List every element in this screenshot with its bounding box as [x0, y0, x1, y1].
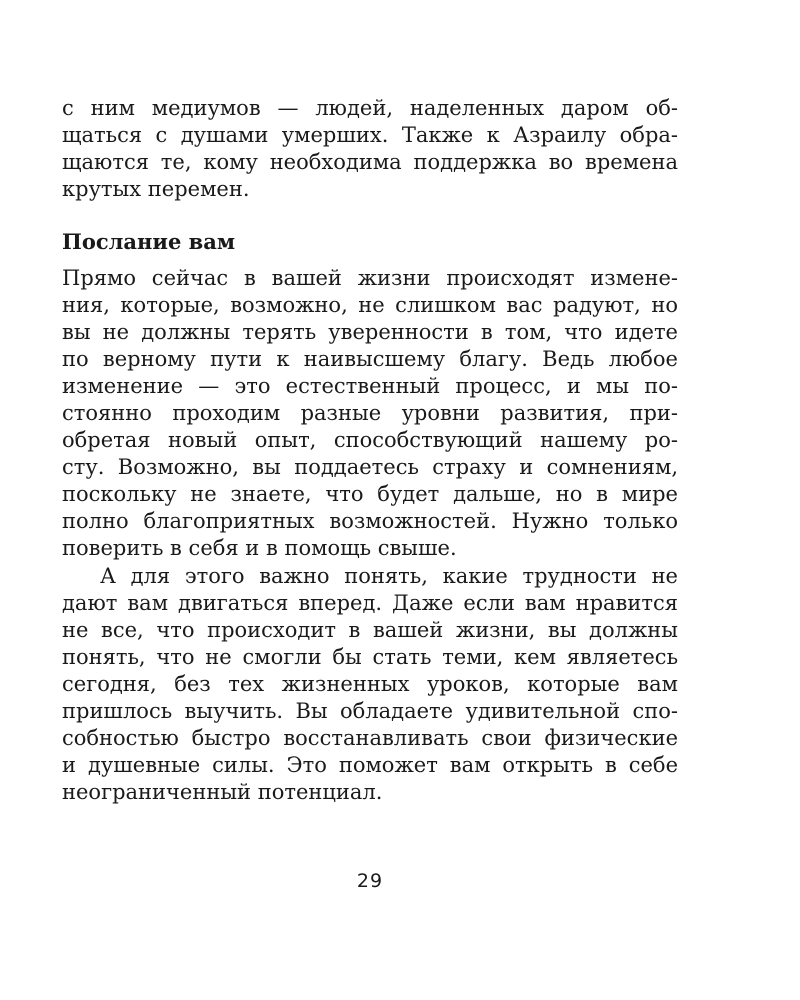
text-line: дают вам двигаться вперед. Даже если вам нравится	[62, 591, 678, 615]
text-line: изменение — это естественный процесс, и мы по-	[62, 374, 678, 398]
text-line: сту. Возможно, вы поддаетесь страху и сомнениям,	[62, 455, 678, 479]
text-line: по верному пути к наивысшему благу. Ведь любое	[62, 347, 678, 371]
text-line: и душевные силы. Это поможет вам открыть в себе	[62, 753, 678, 777]
book-page	[62, 0, 678, 1000]
section-heading: Послание вам	[62, 229, 236, 254]
text-line: щаться с душами умерших. Также к Азраилу обра-	[62, 123, 678, 147]
text-line: вы не должны терять уверенности в том, что идете	[62, 320, 678, 344]
text-line: не все, что происходит в вашей жизни, вы должны	[62, 618, 678, 642]
text-line: щаются те, кому необходима поддержка во времена	[62, 150, 678, 174]
text-line: сегодня, без тех жизненных уроков, которые вам	[62, 672, 678, 696]
text-line: обретая новый опыт, способствующий нашему ро-	[62, 428, 678, 452]
text-line: понять, что не смогли бы стать теми, кем являетесь	[62, 645, 678, 669]
text-line: поверить в себя и в помощь свыше.	[62, 536, 457, 560]
text-line: Прямо сейчас в вашей жизни происходят измене-	[62, 266, 678, 290]
text-line: пришлось выучить. Вы обладаете удивительной спо-	[62, 699, 678, 723]
text-line: полно благоприятных возможностей. Нужно только	[62, 509, 678, 533]
text-line: поскольку не знаете, что будет дальше, но в мире	[62, 482, 678, 506]
text-line: неограниченный потенциал.	[62, 780, 383, 804]
text-line: собностью быстро восстанавливать свои физические	[62, 726, 678, 750]
text-line: стоянно проходим разные уровни развития, при-	[62, 401, 678, 425]
page-number: 29	[356, 870, 384, 892]
text-line: ния, которые, возможно, не слишком вас радуют, но	[62, 293, 678, 317]
text-line: с ним медиумов — людей, наделенных даром об-	[62, 96, 678, 120]
text-line: крутых перемен.	[62, 177, 250, 201]
text-line: А для этого важно понять, какие трудности не	[100, 564, 678, 588]
